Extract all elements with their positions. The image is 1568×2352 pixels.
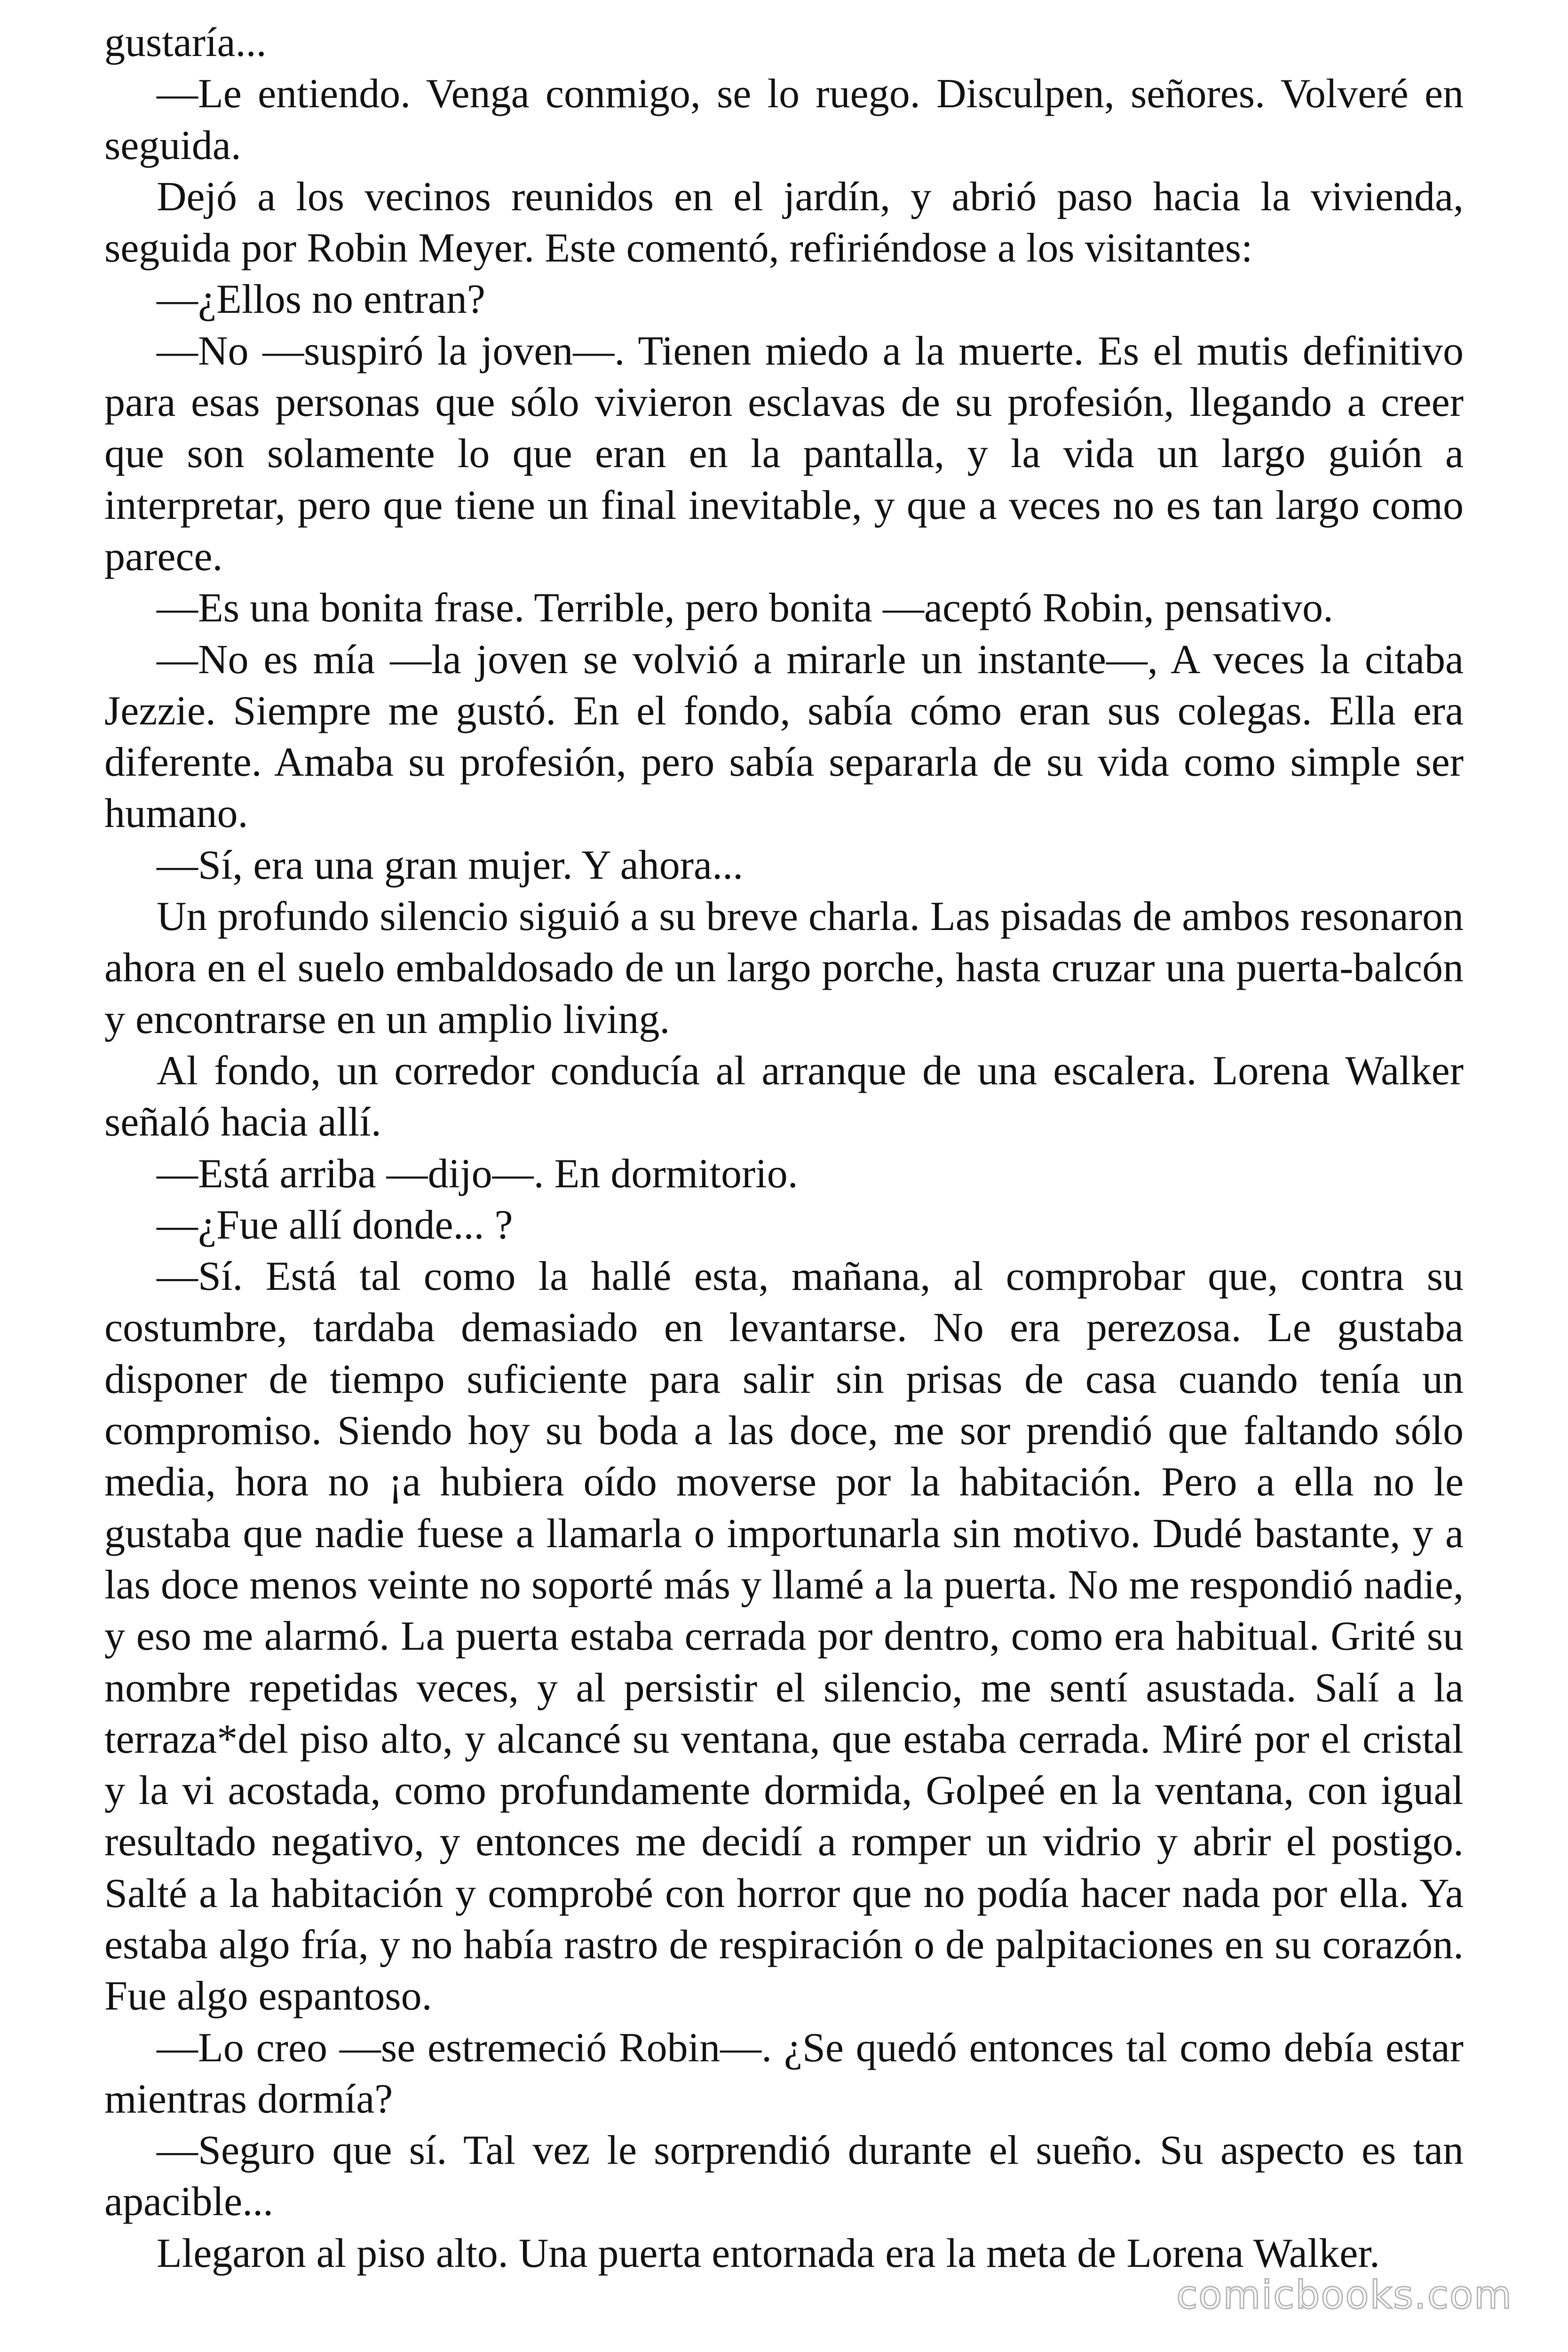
body-text	[104, 17, 1464, 2279]
paragraph: Dejó a los vecinos reunidos en el jardín, y abrió paso hacia la vivienda, seguida por Robin Meyer. Este comentó, refiriéndose a los visitantes:	[104, 174, 1464, 271]
paragraph: —Sí. Está tal como la hallé esta, mañana, al comprobar que, contra su costumbre, tardaba demasiado en levantarse. No era perezosa. Le gustaba disponer de tiempo suficiente para salir sin prisas de casa cuando tenía un compromiso. Siendo hoy su boda a las doce, me sor prendió que faltando sólo media, hora no ¡a hubiera oído moverse por la habitación. Pero a ella no le gustaba que nadie fuese a llamarla o importunarla sin motivo. Dudé bastante, y a las doce menos veinte no soporté más y llamé a la puerta. No me respondió nadie, y eso me alarmó. La puerta estaba cerrada por dentro, como era habitual. Grité su nombre repetidas veces, y al persistir el silencio, me sentí asustada. Salí a la terraza*del piso alto, y alcancé su ventana, que estaba cerrada. Miré por el cristal y la vi acostada, como profundamente dormida, Golpeé en la ventana, con igual resultado negativo, y entonces me decidí a romper un vidrio y abrir el postigo. Salté a la habitación y comprobé con horror que no podía hacer nada por ella. Ya estaba algo fría, y no había rastro de respiración o de palpitaciones en su corazón. Fue algo espantoso.	[104, 1254, 1464, 2019]
paragraph: Al fondo, un corredor conducía al arranque de una escalera. Lorena Walker señaló hacia allí.	[104, 1048, 1464, 1145]
paragraph-continued: gustaría...	[104, 20, 267, 65]
paragraph: —No es mía —la joven se volvió a mirarle un instante—, A veces la citaba Jezzie. Siempre me gustó. En el fondo, sabía cómo eran sus colegas. Ella era diferente. Amaba su profesión, pero sabía separarla de su vida como simple ser humano.	[104, 636, 1464, 837]
paragraph: Llegaron al piso alto. Una puerta entornada era la meta de Lorena Walker.	[157, 2230, 1380, 2276]
paragraph: —¿Fue allí donde... ?	[157, 1202, 513, 1248]
paragraph: —Seguro que sí. Tal vez le sorprendió durante el sueño. Su aspecto es tan apacible...	[104, 2128, 1464, 2225]
paragraph: —Está arriba —dijo—. En dormitorio.	[157, 1151, 798, 1197]
paragraph: —Es una bonita frase. Terrible, pero bonita —aceptó Robin, pensativo.	[157, 585, 1333, 631]
paragraph: —No —suspiró la joven—. Tienen miedo a la muerte. Es el mutis definitivo para esas personas que sólo vivieron esclavas de su profesión, llegando a creer que son solamente lo que eran en la pantalla, y la vida un largo guión a interpretar, pero que tiene un final inevitable, y que a veces no es tan largo como parece.	[104, 328, 1464, 580]
watermark-logo: comicbooks.com	[1176, 2273, 1513, 2318]
paragraph: —¿Ellos no entran?	[157, 277, 485, 323]
paragraph: —Sí, era una gran mujer. Y ahora...	[157, 842, 744, 888]
paragraph: Un profundo silencio siguió a su breve charla. Las pisadas de ambos resonaron ahora en el suelo embaldosado de un largo porche, hasta cruzar una puerta-balcón y encontrarse en un amplio living.	[104, 894, 1464, 1042]
paragraph: —Lo creo —se estremeció Robin—. ¿Se quedó entonces tal como debía estar mientras dormía?	[104, 2025, 1464, 2122]
paragraph: —Le entiendo. Venga conmigo, se lo ruego. Disculpen, señores. Volveré en seguida.	[104, 71, 1464, 168]
